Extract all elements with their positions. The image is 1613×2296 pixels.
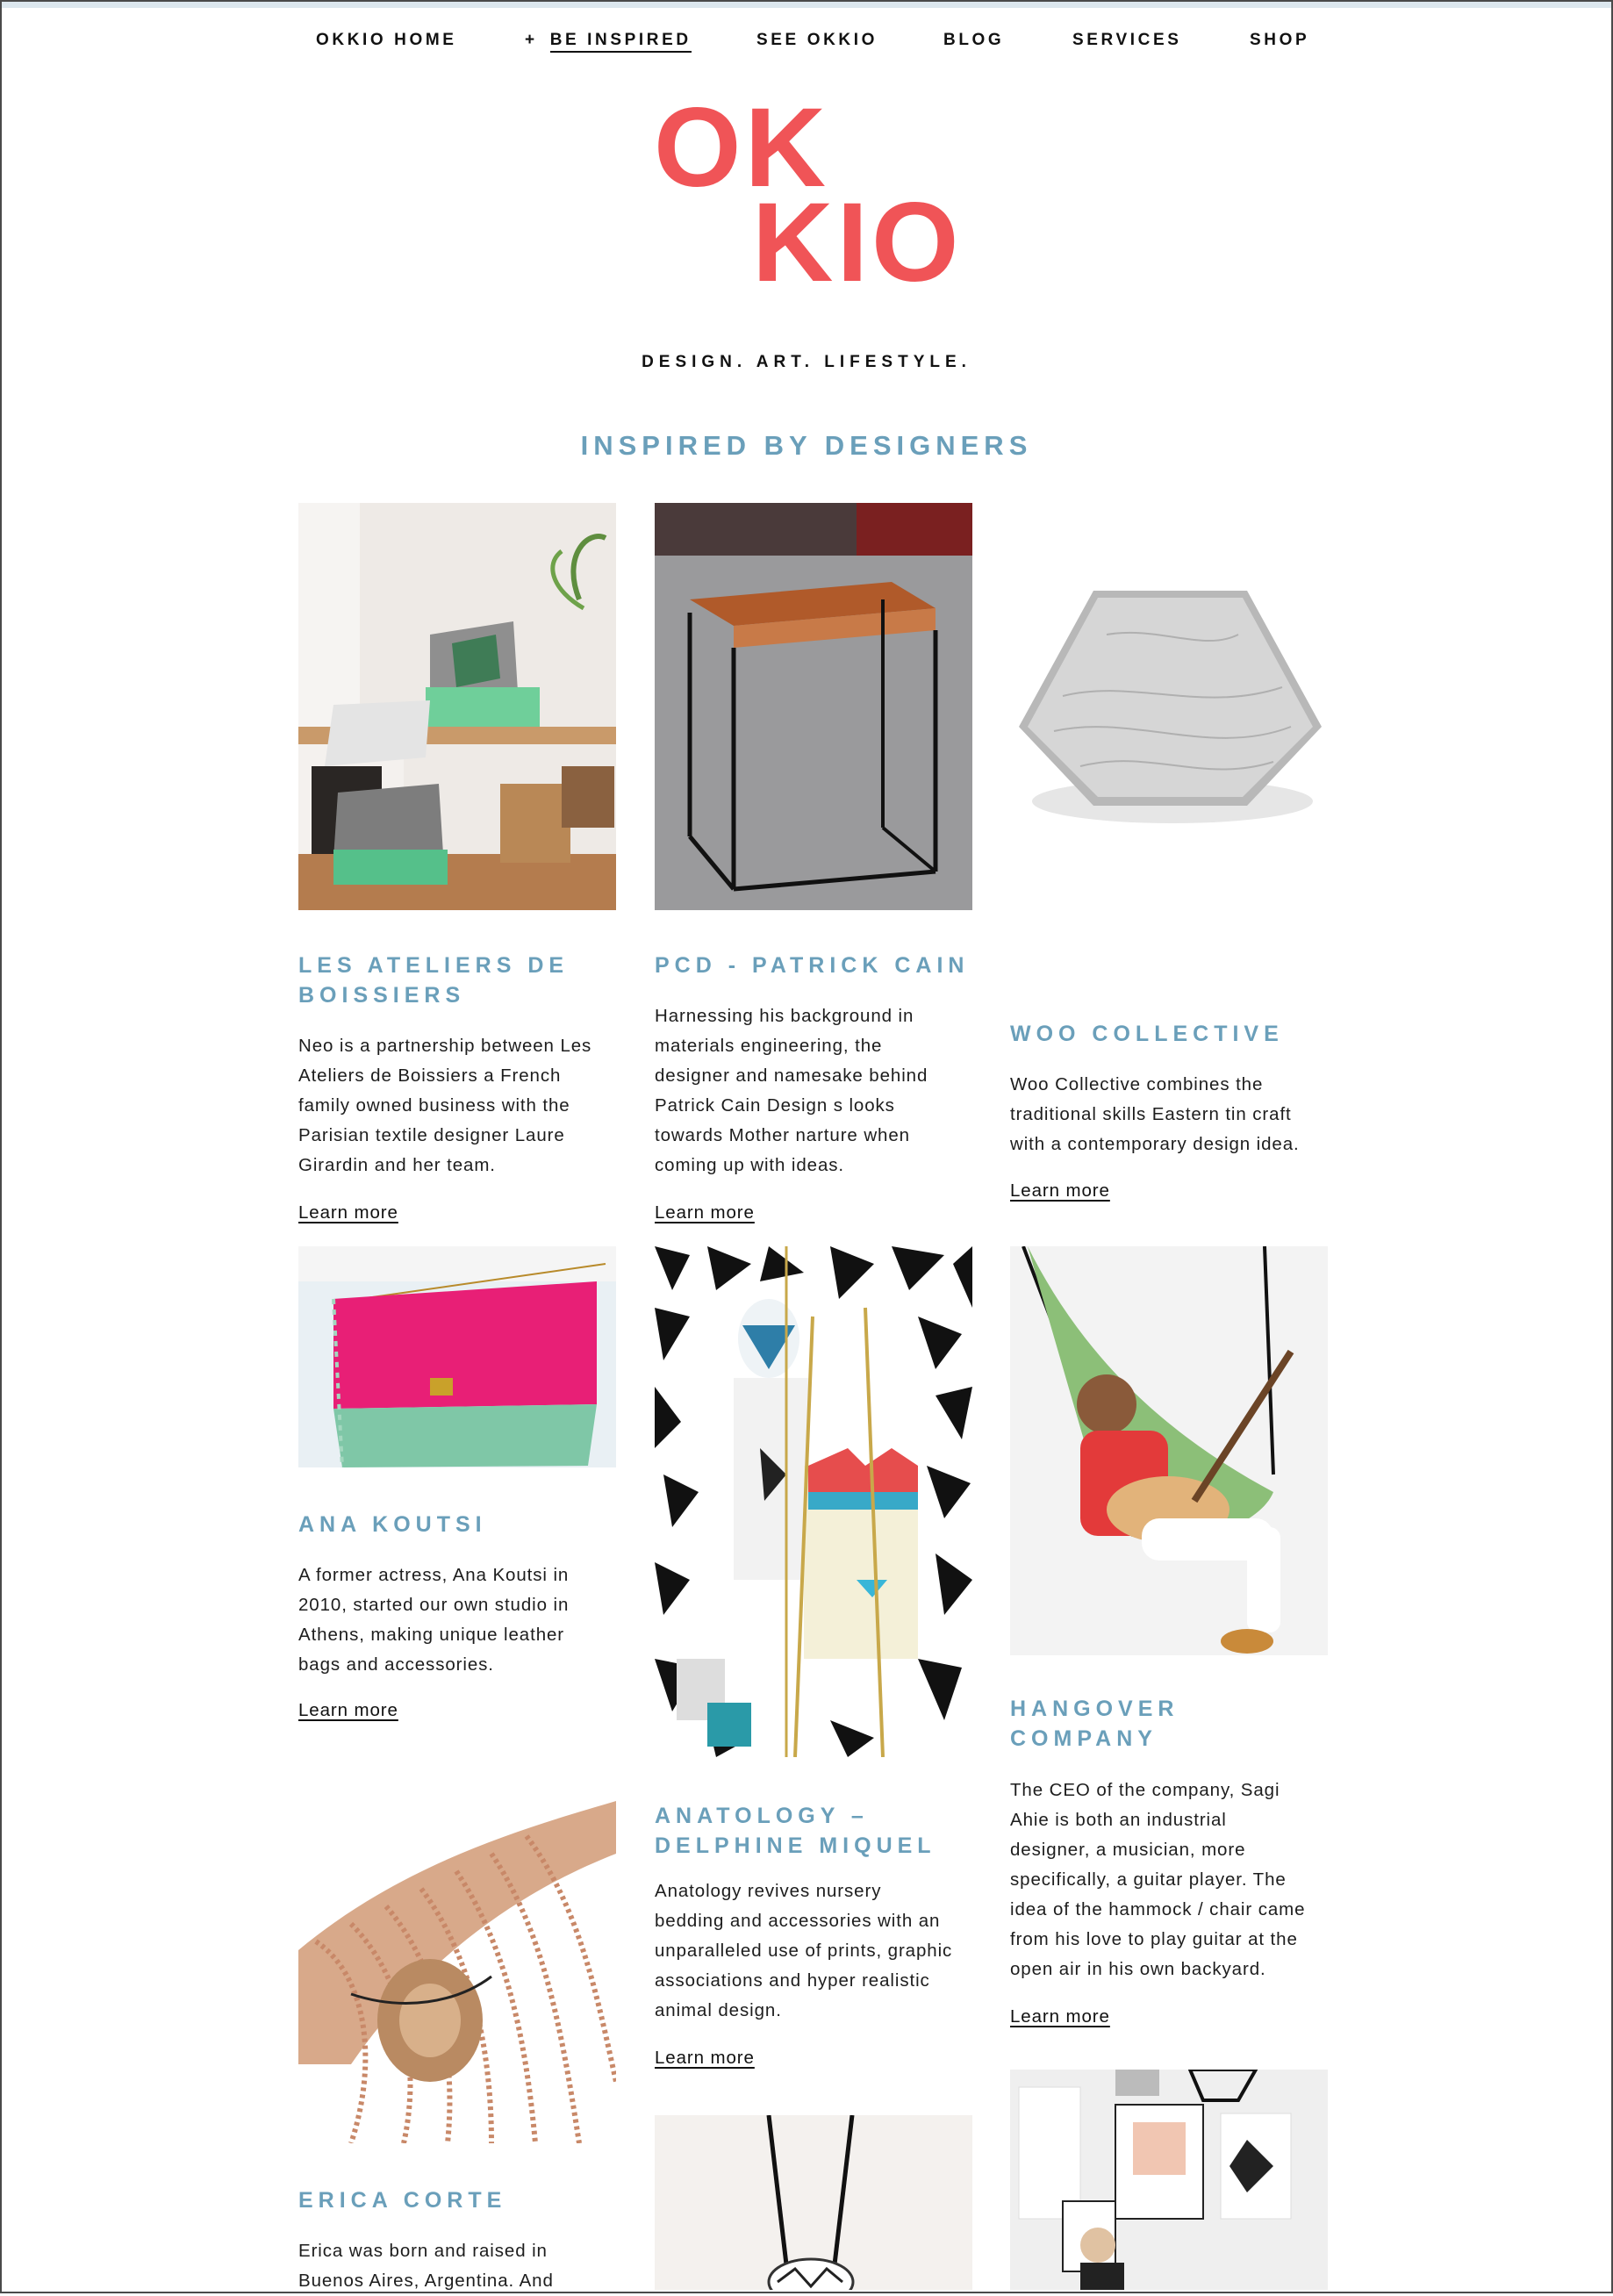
designer-description: A former actress, Ana Koutsi in 2010, started our own studio in Athens, making unique leather bags and accessories.	[298, 1565, 570, 1675]
nav-shop[interactable]: SHOP	[1250, 31, 1310, 49]
designer-title: WOO COLLECTIVE	[1010, 1022, 1284, 1046]
main-nav	[0, 31, 1613, 59]
cushions-photo	[298, 503, 616, 910]
tagline: DESIGN. ART. LIFESTYLE.	[642, 353, 971, 371]
side-table-photo	[655, 503, 972, 910]
designer-title: PCD - PATRICK CAIN	[655, 953, 970, 978]
learn-more-link[interactable]: Learn more	[655, 2048, 755, 2068]
tin-tray-photo	[1010, 503, 1328, 977]
hammock-chair-photo	[1010, 1246, 1328, 1655]
learn-more-link[interactable]: Learn more	[1010, 1180, 1110, 1201]
designer-thumb[interactable]	[655, 1246, 972, 1757]
top-strip	[2, 2, 1611, 8]
pendant-photo	[655, 2115, 972, 2290]
designer-title: ANATOLOGY – DELPHINE MIQUEL	[655, 1804, 936, 1858]
designer-title: HANGOVER COMPANY	[1010, 1697, 1179, 1751]
logo-line-2: KIO	[752, 180, 963, 305]
designer-thumb[interactable]	[655, 2115, 972, 2290]
nav-see-okkio[interactable]: SEE OKKIO	[756, 31, 878, 49]
designer-thumb[interactable]	[1010, 2070, 1328, 2290]
leather-bag-photo	[298, 1246, 616, 1467]
gallery-wall-photo	[1010, 2070, 1328, 2290]
learn-more-link[interactable]: Learn more	[1010, 2006, 1110, 2027]
learn-more-link[interactable]: Learn more	[298, 1700, 398, 1720]
designer-description: Harnessing his background in materials engineering, the designer and namesake behind Patrick Cain Design s looks towards Mother narture when coming up with ideas.	[655, 1006, 928, 1175]
nav-okkio-home[interactable]: OKKIO HOME	[316, 31, 457, 49]
nav-services[interactable]: SERVICES	[1072, 31, 1182, 49]
designer-thumb[interactable]	[298, 503, 616, 910]
designer-description: Neo is a partnership between Les Ateliers de Boissiers a French family owned business with the Parisian textile designer Laure Girardin and her team.	[298, 1036, 592, 1175]
section-title: INSPIRED BY DESIGNERS	[580, 430, 1033, 461]
designer-thumb[interactable]	[298, 1246, 616, 1467]
designer-thumb[interactable]	[298, 1801, 616, 2143]
designer-description: The CEO of the company, Sagi Ahie is both an industrial designer, a musician, more specifically, a guitar player. The idea of the hammock / chair came from his love to play guitar at the open air in his own backyard.	[1010, 1780, 1306, 1979]
okkio-logo[interactable]	[654, 85, 970, 305]
designer-title: ANA KOUTSI	[298, 1512, 487, 1537]
nursery-prints-photo	[655, 1246, 972, 1757]
designer-description: Anatology revives nursery bedding and accessories with an unparalleled use of prints, graphic associations and hyper realistic animal design.	[655, 1881, 953, 2020]
designer-title: LES ATELIERS DE BOISSIERS	[298, 953, 570, 1008]
nav-blog[interactable]: BLOG	[943, 31, 1005, 49]
active-marker: +	[525, 31, 538, 49]
bead-necklaces-photo	[298, 1801, 616, 2143]
learn-more-link[interactable]: Learn more	[655, 1202, 755, 1223]
designer-thumb[interactable]	[1010, 1246, 1328, 1655]
nav-be-inspired[interactable]: + BE INSPIRED	[525, 31, 692, 50]
logo-line-1: OK	[654, 85, 829, 211]
learn-more-link[interactable]: Learn more	[298, 1202, 398, 1223]
designer-description: Woo Collective combines the traditional skills Eastern tin craft with a contemporary design idea.	[1010, 1074, 1300, 1154]
designer-title: ERICA CORTE	[298, 2188, 507, 2213]
designer-thumb[interactable]	[1010, 503, 1328, 977]
designer-thumb[interactable]	[655, 503, 972, 910]
designer-description: Erica was born and raised in Buenos Aires, Argentina. And	[298, 2241, 554, 2291]
